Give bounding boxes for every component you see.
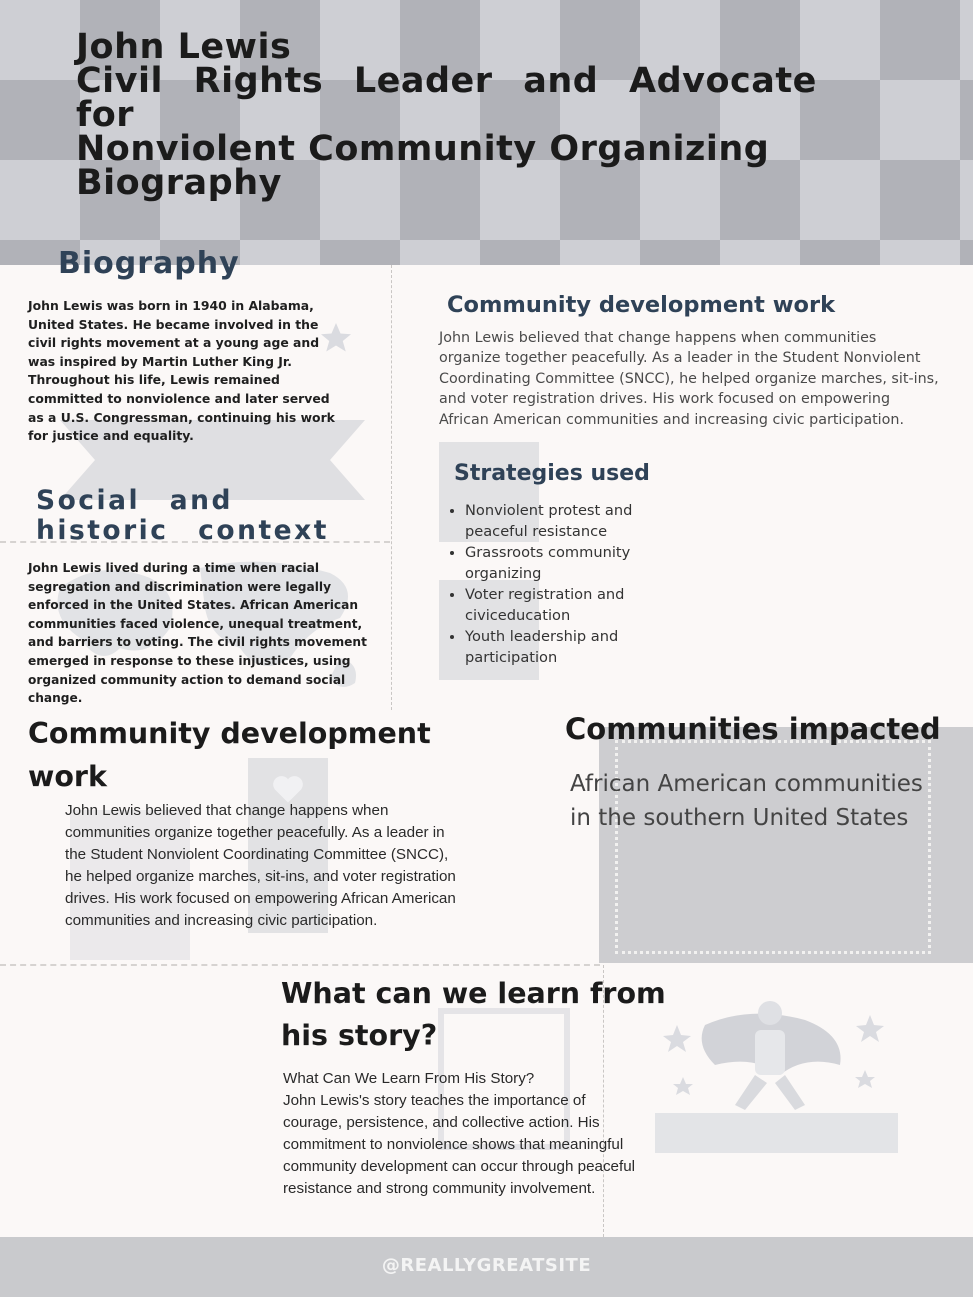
title-line-4: Biography xyxy=(76,163,282,203)
title-line-1: John Lewis xyxy=(76,27,292,67)
social-context-heading: Social and historic context xyxy=(36,485,329,546)
community-development-heading-top: Community development work xyxy=(447,292,836,318)
strategies-list xyxy=(447,500,685,668)
learn-heading: What can we learn from his story? xyxy=(281,977,666,1052)
strategy-item: • Youth leadership and participation xyxy=(465,626,685,668)
learn-text: John Lewis's story teaches the importance of courage, persistence, and collective action. His commitment to nonviolence shows that meaningful community development can occur through peaceful resistance and strong community involvement. xyxy=(283,1092,636,1197)
divider-vertical-left xyxy=(391,265,392,710)
title-line-2: Civil Rights Leader and Advocate for xyxy=(76,61,817,135)
community-development-text-bottom: John Lewis believed that change happens when communities organize together peacefully. As a leader in the Student Nonviolent Coordinating Committee (SNCC), he helped organize marches, sit-ins, and voter registration drives. His work focused on empowering African American communities and increasing civic participation. xyxy=(65,802,456,929)
communities-impacted-heading: Communities impacted xyxy=(565,712,941,746)
biography-heading: Biography xyxy=(58,246,240,281)
footer-bar xyxy=(0,1237,973,1297)
learn-subheading: What Can We Learn From His Story? xyxy=(283,1070,535,1087)
strategies-heading: Strategies used xyxy=(454,461,650,486)
header-banner xyxy=(0,0,973,265)
divider-horizontal xyxy=(0,964,600,966)
social-context-text: John Lewis lived during a time when racial segregation and discrimination were legally enforced in the United States. African American communities faced violence, unequal treatment, and barriers to voting. The civil rights movement emerged in response to these injustices, using organized community action to demand social change. xyxy=(28,561,367,706)
learn-body xyxy=(283,1068,643,1200)
community-development-heading-bottom: Community development work xyxy=(28,717,431,793)
title-line-3: Nonviolent Community Organizing xyxy=(76,129,770,169)
page-title xyxy=(76,27,876,203)
strategy-item: • Nonviolent protest and peaceful resistance xyxy=(465,500,685,542)
strategy-item: • Grassroots community organizing xyxy=(465,542,685,584)
footer-handle: @REALLYGREATSITE xyxy=(381,1255,592,1276)
communities-impacted-text: African American communities in the southern United States xyxy=(570,771,923,831)
strategy-item: • Voter registration and civiceducation xyxy=(465,584,685,626)
community-development-text-top: John Lewis believed that change happens when communities organize together peacefully. As a leader in the Student Nonviolent Coordinating Committee (SNCC), he helped organize marches, sit-ins, and voter registration drives. His work focused on empowering African American communities and increasing civic participation. xyxy=(439,330,939,428)
biography-text: John Lewis was born in 1940 in Alabama, United States. He became involved in the civil rights movement at a young age and was inspired by Martin Luther King Jr. Throughout his life, Lewis remained committed to nonviolence and later served as a U.S. Congressman, continuing his work for justice and equality. xyxy=(28,298,335,444)
